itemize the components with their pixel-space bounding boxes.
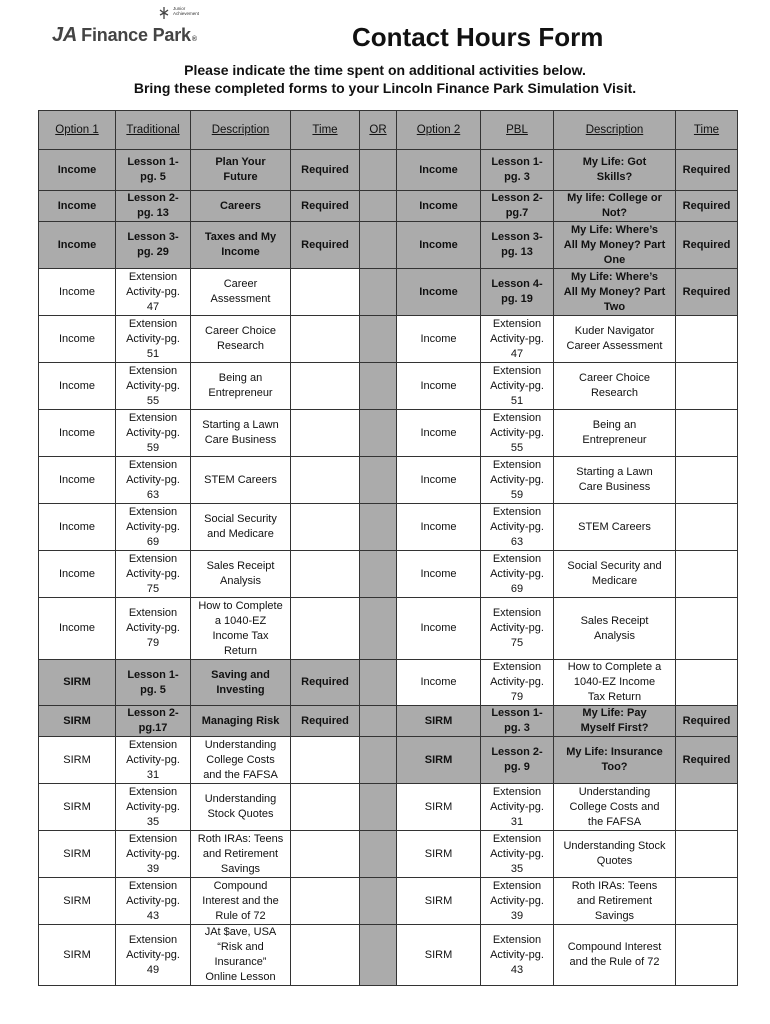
time-2-cell[interactable] [676,410,738,457]
pbl-cell: Extension Activity-pg. 55 [481,410,554,457]
description-1-cell: Understanding College Costs and the FAFSA [191,737,291,784]
traditional-cell: Extension Activity-pg. 75 [116,551,191,598]
traditional-cell: Extension Activity-pg. 31 [116,737,191,784]
time-1-cell: Required [291,222,360,269]
time-2-cell[interactable] [676,878,738,925]
pbl-cell: Extension Activity-pg. 43 [481,925,554,986]
description-1-cell: Understanding Stock Quotes [191,784,291,831]
description-1-cell: JAt $ave, USA “Risk and Insurance” Online Lesson [191,925,291,986]
ja-emblem-icon [158,6,170,20]
time-2-cell[interactable] [676,925,738,986]
header-time-1: Time [291,111,360,150]
time-1-cell: Required [291,660,360,706]
traditional-cell: Lesson 2- pg. 13 [116,191,191,222]
time-1-cell[interactable] [291,831,360,878]
or-cell [360,410,397,457]
table-row [39,925,738,986]
time-2-cell[interactable] [676,316,738,363]
time-1-cell[interactable] [291,410,360,457]
description-1-cell: How to Complete a 1040-EZ Income Tax Return [191,598,291,660]
table-row [39,363,738,410]
description-2-cell: Compound Interest and the Rule of 72 [554,925,676,986]
page-title: Contact Hours Form [352,22,604,52]
description-1-cell: Managing Risk [191,706,291,737]
or-cell [360,784,397,831]
description-1-cell: Sales Receipt Analysis [191,551,291,598]
time-1-cell[interactable] [291,551,360,598]
pbl-cell: Extension Activity-pg. 39 [481,878,554,925]
time-2-cell: Required [676,706,738,737]
description-1-cell: Roth IRAs: Teens and Retirement Savings [191,831,291,878]
time-1-cell[interactable] [291,737,360,784]
traditional-cell: Extension Activity-pg. 55 [116,363,191,410]
table-row [39,831,738,878]
table-row [39,706,738,737]
table-row [39,222,738,269]
ja-finance-park-logo [50,4,220,48]
option-2-cell: SIRM [397,878,481,925]
header-description-1: Description [191,111,291,150]
traditional-cell: Lesson 3- pg. 29 [116,222,191,269]
or-cell [360,269,397,316]
table-row [39,410,738,457]
table-row [39,150,738,191]
header-option-2: Option 2 [397,111,481,150]
option-1-cell: SIRM [39,925,116,986]
time-1-cell[interactable] [291,363,360,410]
or-cell [360,316,397,363]
description-2-cell: Being an Entrepreneur [554,410,676,457]
or-cell [360,737,397,784]
traditional-cell: Lesson 2- pg.17 [116,706,191,737]
table-row [39,598,738,660]
option-2-cell: Income [397,316,481,363]
table-row [39,504,738,551]
description-1-cell: Plan Your Future [191,150,291,191]
option-2-cell: Income [397,191,481,222]
traditional-cell: Extension Activity-pg. 35 [116,784,191,831]
table-row [39,784,738,831]
option-1-cell: SIRM [39,784,116,831]
header-or: OR [360,111,397,150]
option-2-cell: SIRM [397,784,481,831]
option-1-cell: Income [39,269,116,316]
or-cell [360,363,397,410]
or-cell [360,191,397,222]
pbl-cell: Extension Activity-pg. 63 [481,504,554,551]
option-2-cell: Income [397,222,481,269]
time-1-cell[interactable] [291,598,360,660]
description-1-cell: Career Choice Research [191,316,291,363]
time-2-cell[interactable] [676,363,738,410]
table-row [39,191,738,222]
description-1-cell: STEM Careers [191,457,291,504]
or-cell [360,831,397,878]
pbl-cell: Extension Activity-pg. 75 [481,598,554,660]
description-2-cell: Understanding College Costs and the FAFSA [554,784,676,831]
pbl-cell: Extension Activity-pg. 59 [481,457,554,504]
description-2-cell: Kuder Navigator Career Assessment [554,316,676,363]
option-2-cell: Income [397,660,481,706]
option-1-cell: Income [39,150,116,191]
subtitle-line-1: Please indicate the time spent on additional activities below. [184,62,586,78]
option-1-cell: Income [39,363,116,410]
traditional-cell: Lesson 1- pg. 5 [116,150,191,191]
time-1-cell[interactable] [291,504,360,551]
description-1-cell: Saving and Investing [191,660,291,706]
description-2-cell: Career Choice Research [554,363,676,410]
option-1-cell: Income [39,598,116,660]
header-option-1: Option 1 [39,111,116,150]
time-1-cell[interactable] [291,925,360,986]
time-1-cell: Required [291,706,360,737]
traditional-cell: Extension Activity-pg. 59 [116,410,191,457]
or-cell [360,457,397,504]
option-2-cell: SIRM [397,737,481,784]
traditional-cell: Extension Activity-pg. 39 [116,831,191,878]
description-2-cell: Roth IRAs: Teens and Retirement Savings [554,878,676,925]
or-cell [360,551,397,598]
description-2-cell: My Life: Where’s All My Money? Part One [554,222,676,269]
pbl-cell: Extension Activity-pg. 47 [481,316,554,363]
option-2-cell: Income [397,150,481,191]
option-2-cell: Income [397,598,481,660]
description-1-cell: Careers [191,191,291,222]
or-cell [360,222,397,269]
option-2-cell: Income [397,457,481,504]
description-1-cell: Starting a Lawn Care Business [191,410,291,457]
logo-brand-initials: JA [52,24,78,46]
time-2-cell: Required [676,150,738,191]
header-description-2: Description [554,111,676,150]
description-1-cell: Being an Entrepreneur [191,363,291,410]
traditional-cell: Extension Activity-pg. 47 [116,269,191,316]
or-cell [360,598,397,660]
description-2-cell: How to Complete a 1040-EZ Income Tax Return [554,660,676,706]
traditional-cell: Extension Activity-pg. 51 [116,316,191,363]
time-2-cell[interactable] [676,660,738,706]
option-1-cell: Income [39,457,116,504]
pbl-cell: Extension Activity-pg. 51 [481,363,554,410]
table-body [39,150,738,986]
description-1-cell: Taxes and My Income [191,222,291,269]
or-cell [360,150,397,191]
header-traditional: Traditional [116,111,191,150]
option-1-cell: Income [39,551,116,598]
time-2-cell: Required [676,222,738,269]
option-1-cell: Income [39,504,116,551]
option-1-cell: SIRM [39,878,116,925]
time-2-cell[interactable] [676,784,738,831]
option-1-cell: Income [39,410,116,457]
option-1-cell: SIRM [39,706,116,737]
time-2-cell[interactable] [676,831,738,878]
table-row [39,551,738,598]
or-cell [360,706,397,737]
time-1-cell: Required [291,191,360,222]
description-2-cell: Understanding Stock Quotes [554,831,676,878]
description-1-cell: Compound Interest and the Rule of 72 [191,878,291,925]
traditional-cell: Extension Activity-pg. 69 [116,504,191,551]
traditional-cell: Extension Activity-pg. 43 [116,878,191,925]
option-2-cell: Income [397,410,481,457]
logo-brand-name: Finance Park [81,25,191,45]
junior-achievement-mark [158,6,199,20]
contact-hours-table [38,110,738,986]
table-row [39,316,738,363]
pbl-cell: Lesson 2- pg.7 [481,191,554,222]
traditional-cell: Extension Activity-pg. 79 [116,598,191,660]
pbl-cell: Extension Activity-pg. 79 [481,660,554,706]
option-1-cell: Income [39,222,116,269]
logo-brand [52,24,197,47]
option-1-cell: Income [39,316,116,363]
option-2-cell: Income [397,504,481,551]
description-1-cell: Career Assessment [191,269,291,316]
pbl-cell: Lesson 3- pg. 13 [481,222,554,269]
traditional-cell: Lesson 1- pg. 5 [116,660,191,706]
option-2-cell: SIRM [397,831,481,878]
logo-small-text: Junior Achievement [173,6,200,16]
time-2-cell: Required [676,191,738,222]
logo-registered-mark: ® [191,36,197,43]
time-2-cell[interactable] [676,551,738,598]
time-2-cell[interactable] [676,504,738,551]
description-2-cell: My Life: Where’s All My Money? Part Two [554,269,676,316]
table-row [39,457,738,504]
option-1-cell: SIRM [39,831,116,878]
header-row [39,111,738,150]
description-2-cell: My life: College or Not? [554,191,676,222]
table-row [39,878,738,925]
pbl-cell: Lesson 1- pg. 3 [481,150,554,191]
option-1-cell: Income [39,191,116,222]
time-1-cell: Required [291,150,360,191]
description-2-cell: Sales Receipt Analysis [554,598,676,660]
time-1-cell[interactable] [291,784,360,831]
description-2-cell: My Life: Pay Myself First? [554,706,676,737]
pbl-cell: Lesson 4- pg. 19 [481,269,554,316]
time-1-cell[interactable] [291,457,360,504]
or-cell [360,925,397,986]
pbl-cell: Extension Activity-pg. 31 [481,784,554,831]
option-2-cell: SIRM [397,925,481,986]
description-2-cell: Social Security and Medicare [554,551,676,598]
table-row [39,660,738,706]
or-cell [360,660,397,706]
time-2-cell: Required [676,737,738,784]
time-2-cell[interactable] [676,457,738,504]
header-pbl: PBL [481,111,554,150]
time-1-cell[interactable] [291,269,360,316]
table-row [39,269,738,316]
option-1-cell: SIRM [39,737,116,784]
time-1-cell[interactable] [291,878,360,925]
traditional-cell: Extension Activity-pg. 63 [116,457,191,504]
description-2-cell: Starting a Lawn Care Business [554,457,676,504]
option-2-cell: Income [397,363,481,410]
pbl-cell: Extension Activity-pg. 69 [481,551,554,598]
time-1-cell[interactable] [291,316,360,363]
pbl-cell: Lesson 2- pg. 9 [481,737,554,784]
pbl-cell: Extension Activity-pg. 35 [481,831,554,878]
time-2-cell[interactable] [676,598,738,660]
or-cell [360,504,397,551]
traditional-cell: Extension Activity-pg. 49 [116,925,191,986]
option-2-cell: Income [397,551,481,598]
option-1-cell: SIRM [39,660,116,706]
description-2-cell: My Life: Insurance Too? [554,737,676,784]
description-1-cell: Social Security and Medicare [191,504,291,551]
subtitle-line-2: Bring these completed forms to your Lincoln Finance Park Simulation Visit. [133,80,637,96]
pbl-cell: Lesson 1- pg. 3 [481,706,554,737]
time-2-cell: Required [676,269,738,316]
or-cell [360,878,397,925]
description-2-cell: My Life: Got Skills? [554,150,676,191]
option-2-cell: SIRM [397,706,481,737]
option-2-cell: Income [397,269,481,316]
table-row [39,737,738,784]
header-time-2: Time [676,111,738,150]
description-2-cell: STEM Careers [554,504,676,551]
